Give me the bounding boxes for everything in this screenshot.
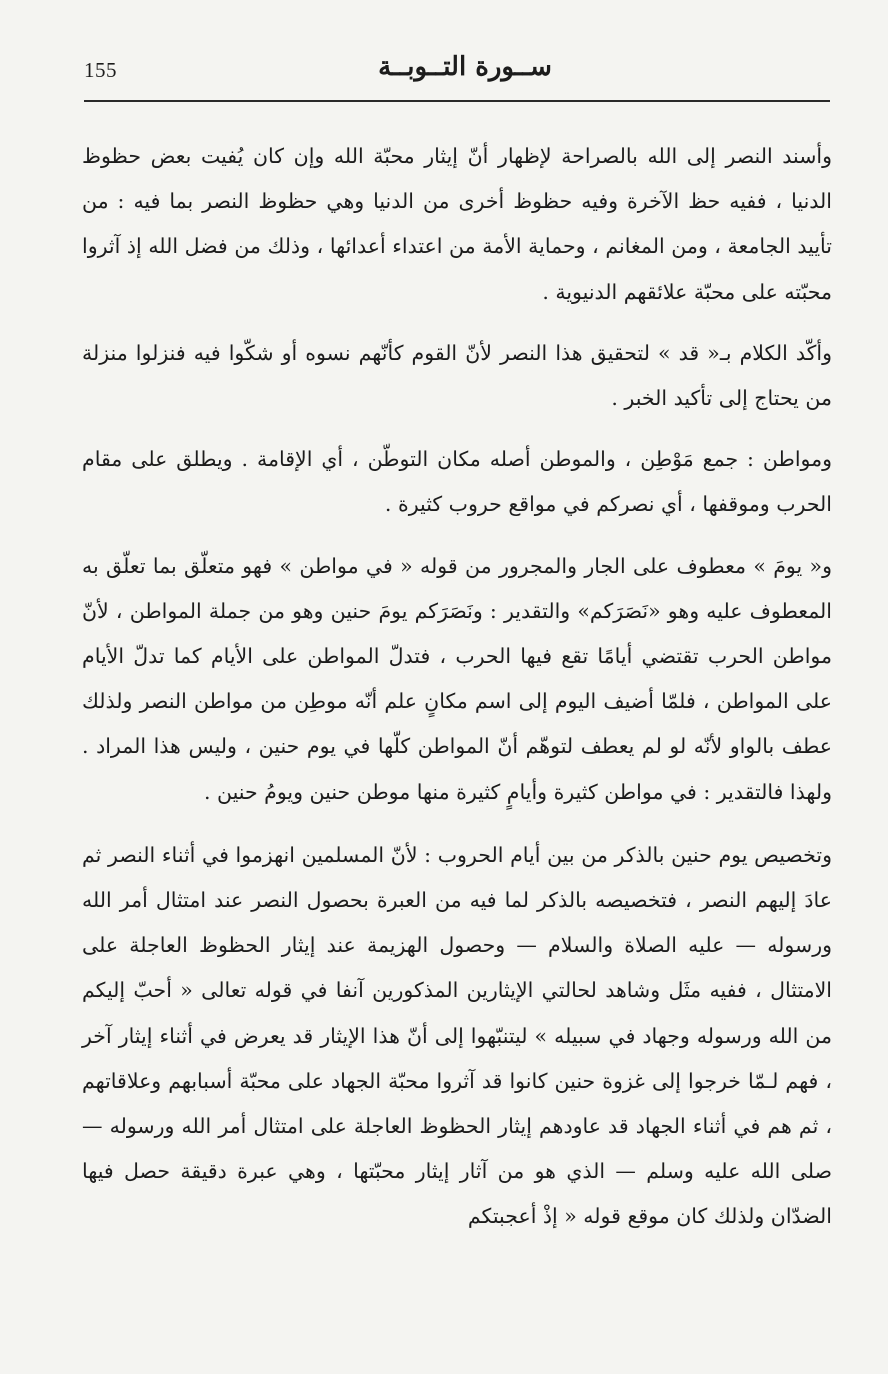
page-number: 155 <box>84 58 117 82</box>
paragraph-3: ومواطن : جمع مَوْطِن ، والموطن أصله مكان التوطّن ، أي الإقامة . ويطلق على مقام الحرب وموقفها ، أي نصركم في مواقع حروب كثيرة . <box>82 447 832 517</box>
header-rule <box>84 100 830 102</box>
page-body <box>82 134 832 1256</box>
paragraph-4: و« يومَ » معطوف على الجار والمجرور من قوله « في مواطن » فهو متعلّق بما تعلّق به المعطوف عليه وهو «نَصَرَكم» والتقدير : ونَصَرَكم يومَ حنين وهو من جملة المواطن ، لأنّ مواطن الحرب تقتضي أيامًا تقع فيها الحرب ، فتدلّ المواطن على الأيام كما تدلّ الأيام على المواطن ، فلمّا أضيف اليوم إلى اسم مكانٍ علم أنّه موطِن من مواطن النصر ولذلك عطف بالواو لأنّه لو لم يعطف لتوهّم أنّ المواطن كلّها في يوم حنين ، وليس هذا المراد . ولهذا فالتقدير : في مواطن كثيرة وأيامٍ كثيرة منها موطن حنين ويومُ حنين . <box>82 553 832 804</box>
paragraph-1: وأسند النصر إلى الله بالصراحة لإظهار أنّ إيثار محبّة الله وإن كان يُفيت بعض حظوظ الدنيا ، ففيه حظ الآخرة وفيه حظوظ أخرى من الدنيا وهي حظوظ النصر بما فيه : من تأييد الجامعة ، ومن المغانم ، وحماية الأمة من اعتداء أعدائها ، وذلك من فضل الله إذ آثروا محبّته على محبّة علائقهم الدنيوية . <box>82 144 832 304</box>
paragraph-5: وتخصيص يوم حنين بالذكر من بين أيام الحروب : لأنّ المسلمين انهزموا في أثناء النصر ثم عادَ إليهم النصر ، فتخصيصه بالذكر لما فيه من العبرة بحصول النصر عند امتثال أمر الله ورسوله — عليه الصلاة والسلام — وحصول الهزيمة عند إيثار الحظوظ العاجلة على الامتثال ، ففيه مثَل وشاهد لحالتي الإيثارين المذكورين آنفا في قوله تعالى « أحبّ إليكم من الله ورسوله وجهاد في سبيله » ليتنبّهوا إلى أنّ هذا الإيثار قد يعرض في أثناء إيثار آخر ، فهم لـمّا خرجوا إلى غزوة حنين كانوا قد آثروا محبّة الجهاد على محبّة أسبابهم وعلاقاتهم ، ثم هم في أثناء الجهاد قد عاودهم إيثار الحظوظ العاجلة على امتثال أمر الله ورسوله — صلى الله عليه وسلم — الذي هو من آثار إيثار محبّتها ، وهي عبرة دقيقة حصل فيها الضدّان ولذلك كان موقع قوله « إذْ أعجبتكم <box>82 842 832 1229</box>
paragraph-2: وأكّد الكلام بـ« قد » لتحقيق هذا النصر لأنّ القوم كأنّهم نسوه أو شكّوا فيه فنزلوا منزلة من يحتاج إلى تأكيد الخبر . <box>82 340 832 411</box>
running-title: ســورة التــوبــة <box>378 52 552 82</box>
